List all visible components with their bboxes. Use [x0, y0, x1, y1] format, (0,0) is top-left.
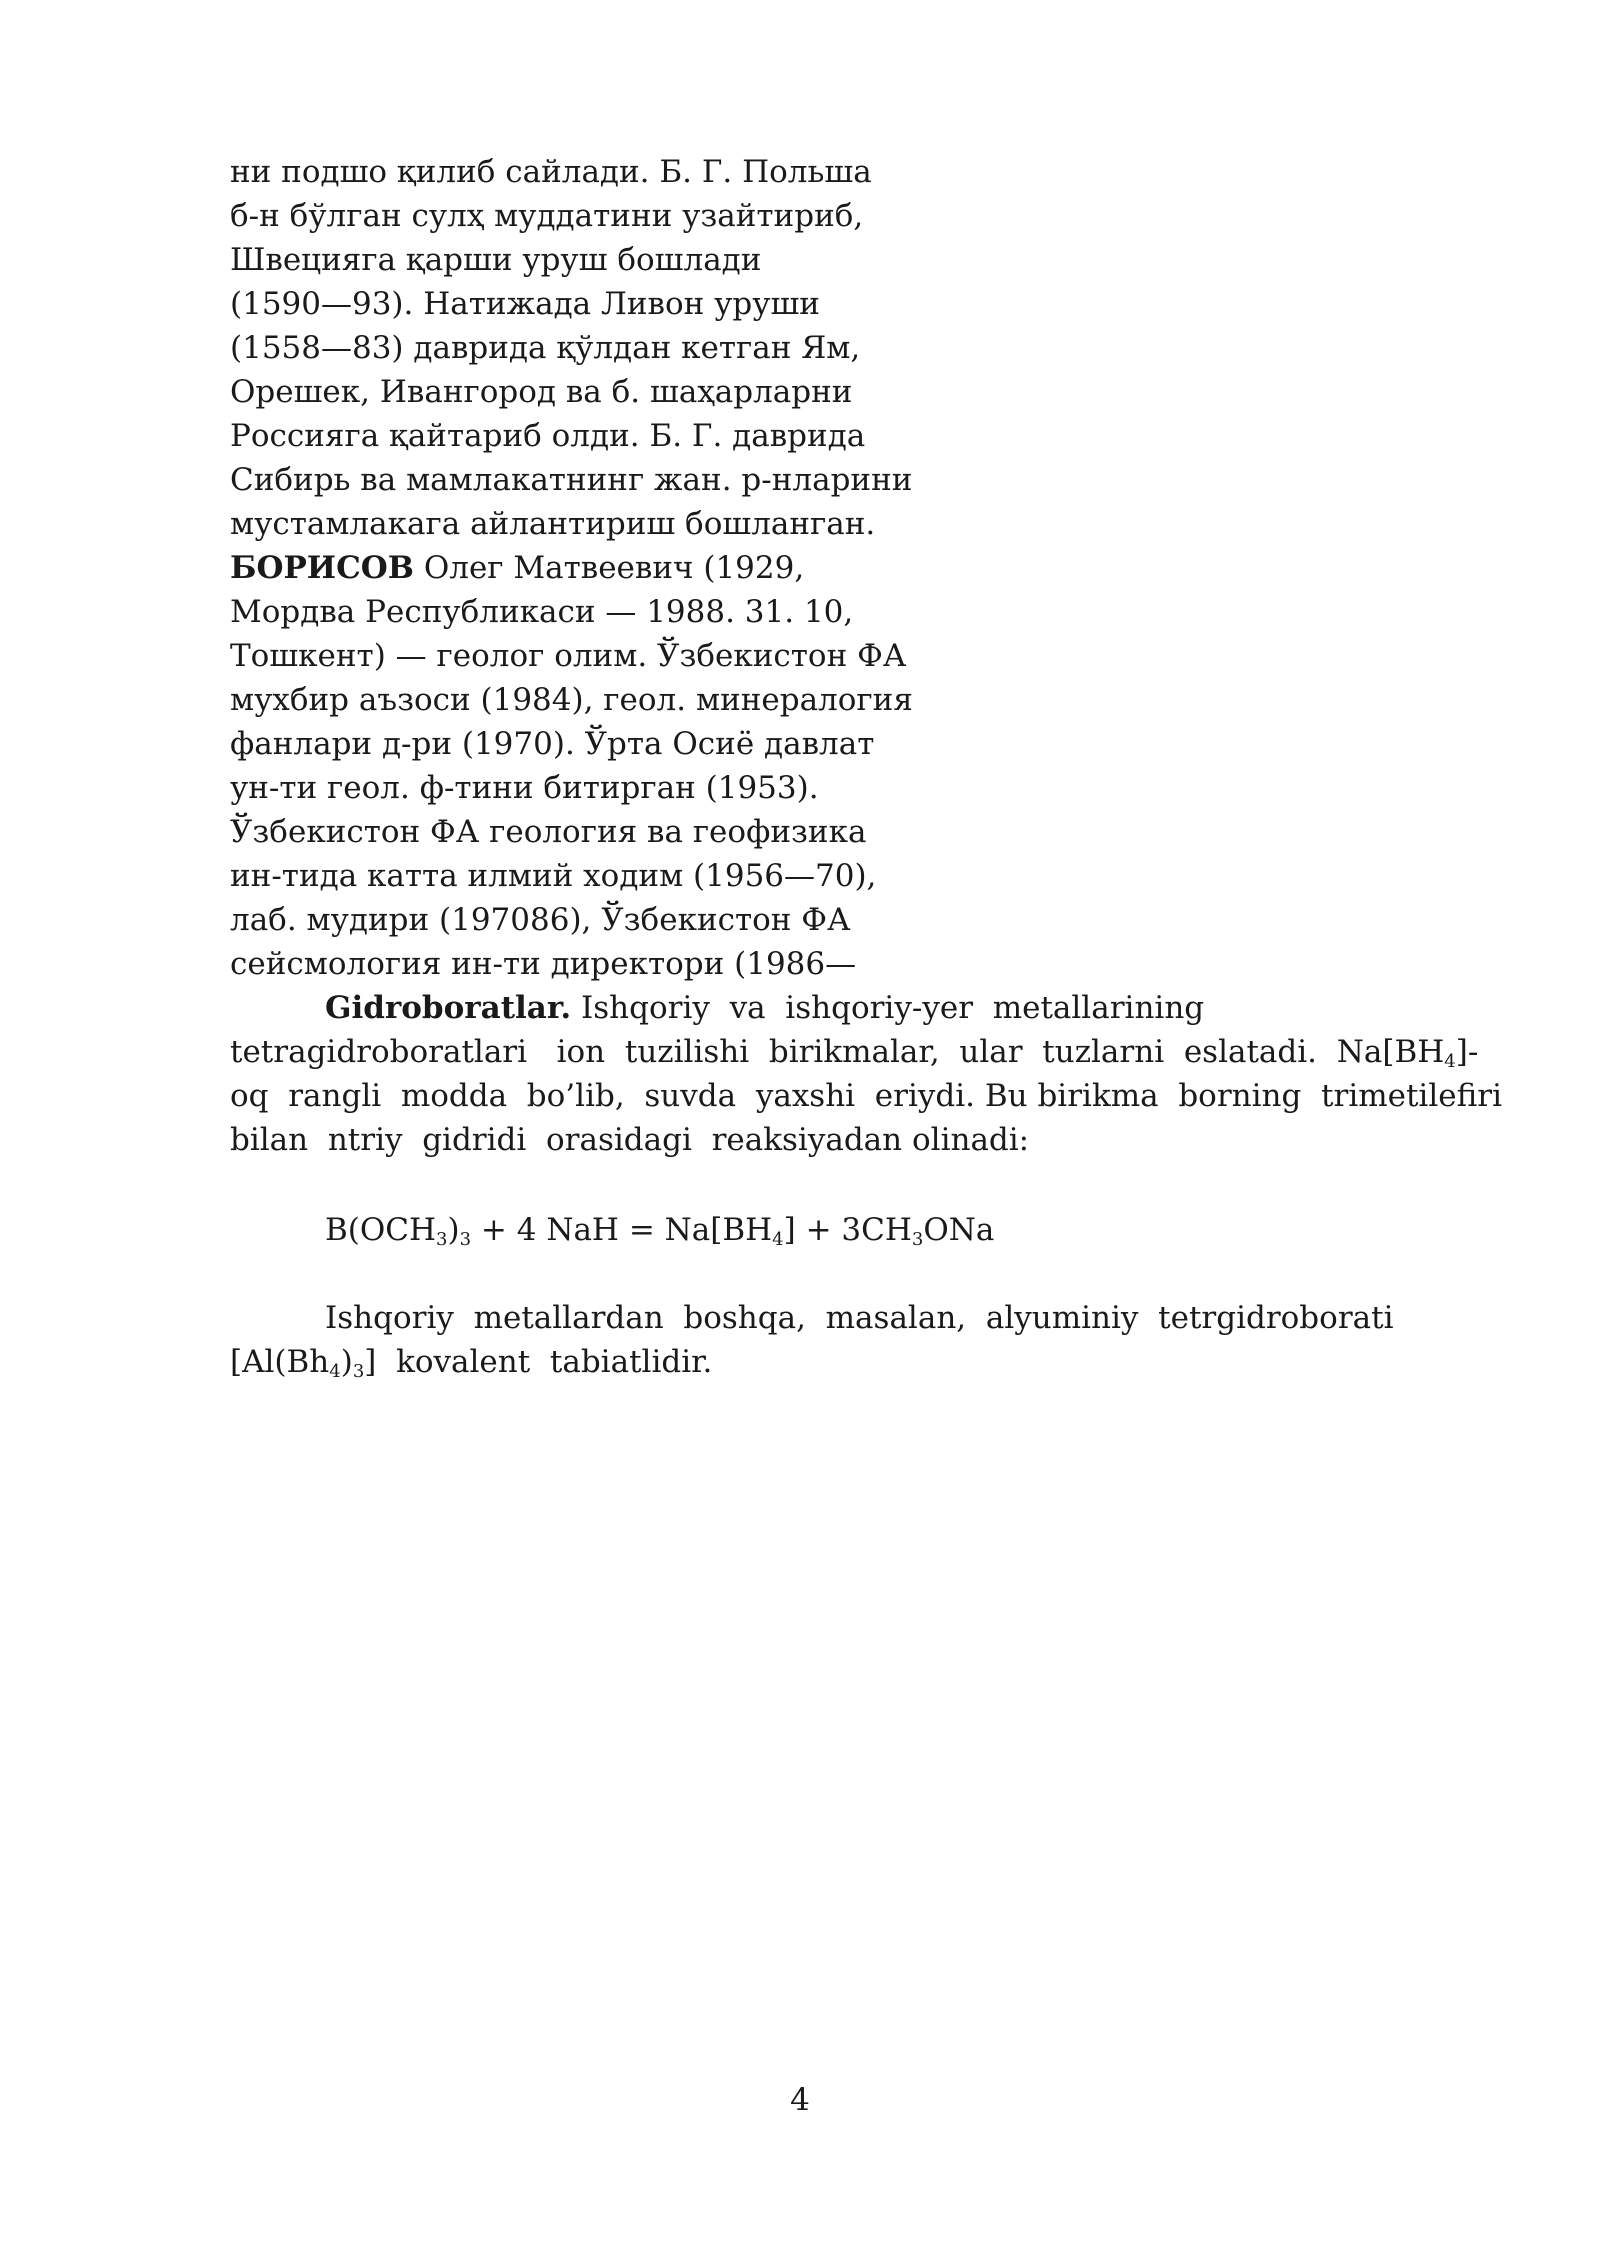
paragraph-line: [230, 1030, 1479, 1074]
subscript: 4: [329, 1361, 341, 1382]
entry-headword: БОРИСОВ: [230, 550, 414, 586]
paragraph-text: ]-: [1455, 1034, 1479, 1070]
equation-text: ): [447, 1212, 460, 1248]
paragraph-line: bilan ntriy gidridi orasidagi reaksiyadan olinadi:: [230, 1122, 1030, 1158]
text-line: ун-ти геол. ф-тини битирган (1953).: [230, 770, 819, 806]
text-line: Тошкент) — геолог олим. Ўзбекистон ФА: [230, 638, 907, 674]
reaction-equation: [230, 1208, 1470, 1252]
equation-text: ] + 3CH: [783, 1212, 912, 1248]
text-line: Швецияга қарши уруш бошлади: [230, 242, 762, 278]
subscript: 3: [436, 1229, 448, 1250]
paragraph-text: [Al(Bh: [230, 1344, 330, 1380]
paragraph-first-line: [230, 986, 1470, 1030]
paragraph-text: tetragidroboratlari ion tuzilishi birikmalar, ular tuzlarni eslatadi. Na[BH: [230, 1034, 1445, 1070]
closing-paragraph: [230, 1296, 1470, 1384]
gidroboratlar-paragraph: [230, 986, 1503, 1162]
paragraph-line: [230, 1340, 1470, 1384]
text-line: Мордва Республикаси — 1988. 31. 10,: [230, 594, 854, 630]
text-line: б-н бўлган сулҳ муддатини узайтириб,: [230, 198, 864, 234]
text-line: ин-тида катта илмий ходим (1956—70),: [230, 858, 877, 894]
subscript: 3: [352, 1361, 365, 1382]
subscript: 3: [911, 1229, 924, 1250]
paragraph-text: Ishqoriy va ishqoriy-yer metallarining: [571, 990, 1205, 1026]
text-line: Сибирь ва мамлакатнинг жан. р-нларини: [230, 462, 913, 498]
text-line: лаб. мудири (197086), Ўзбекистон ФА: [230, 902, 851, 938]
text-line: Ўзбекистон ФА геология ва геофизика: [230, 814, 867, 850]
encyclopedia-column: [230, 150, 990, 986]
subscript: 3: [459, 1229, 472, 1250]
entry-first-line: [230, 546, 990, 590]
equation-text: ONa: [923, 1212, 995, 1248]
paragraph-line: oq rangli modda bo’lib, suvda yaxshi eriydi. Bu birikma borning trimetilefiri: [230, 1078, 1503, 1114]
paragraph-first-line: Ishqoriy metallardan boshqa, masalan, alyuminiy tetrgidroborati: [325, 1300, 1394, 1336]
equation-line: [230, 1208, 1470, 1252]
text-line: (1590—93). Натижада Ливон уруши: [230, 286, 820, 322]
equation-text: B(OCH: [325, 1212, 437, 1248]
section-heading: Gidroboratlar.: [325, 990, 572, 1026]
subscript: 4: [772, 1229, 784, 1250]
text-line: мухбир аъзоси (1984), геол. минералогия: [230, 682, 913, 718]
entry-first-line-text: Олег Матвеевич (1929,: [413, 550, 805, 586]
text-line: фанлари д-ри (1970). Ўрта Осиё давлат: [230, 726, 875, 762]
text-line: сейсмология ин-ти директори (1986—: [230, 946, 857, 982]
subscript: 4: [1444, 1051, 1456, 1072]
paragraph-text: ] kovalent tabiatlidir.: [364, 1344, 713, 1380]
text-line: Россияга қайтариб олди. Б. Г. даврида: [230, 418, 866, 454]
text-line: мустамлакага айлантириш бошланган.: [230, 506, 876, 542]
page-number: 4: [790, 2082, 810, 2118]
text-line: (1558—83) даврида қўлдан кетган Ям,: [230, 330, 861, 366]
text-line: ни подшо қилиб сайлади. Б. Г. Польша: [230, 154, 872, 190]
equation-text: + 4 NaH = Na[BH: [471, 1212, 773, 1248]
paragraph-text: ): [340, 1344, 353, 1380]
text-line: Орешек, Ивангород ва б. шаҳарларни: [230, 374, 853, 410]
